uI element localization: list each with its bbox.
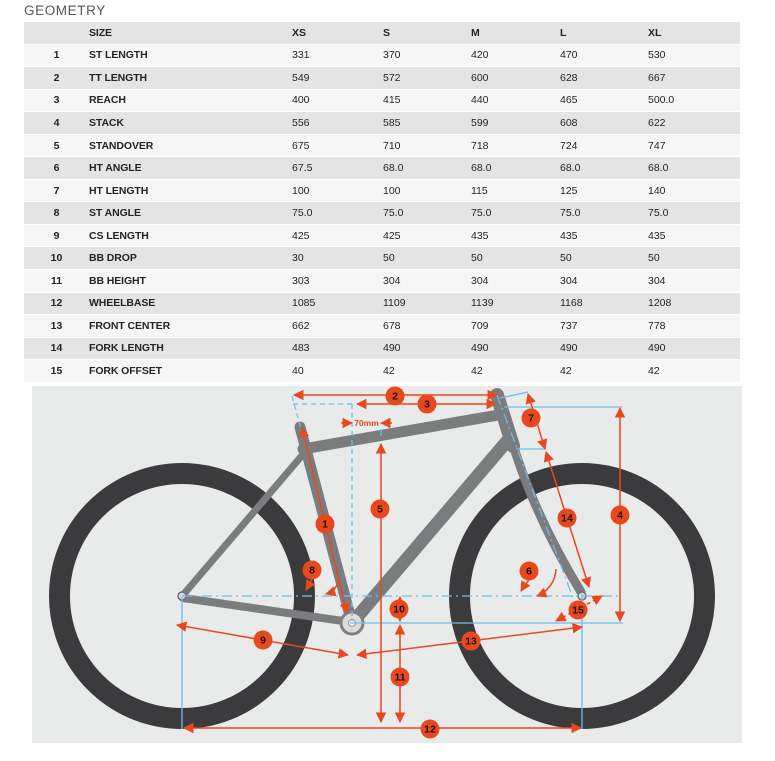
row-value: 40 [292, 364, 304, 377]
row-label: FORK OFFSET [89, 364, 162, 377]
row-value: 68.0 [560, 162, 581, 175]
row-number: 3 [53, 94, 60, 107]
svg-text:13: 13 [465, 635, 477, 648]
row-label: STANDOVER [89, 139, 154, 152]
row-number: 5 [53, 139, 60, 152]
row-value: 68.0 [383, 162, 404, 175]
row-value: 67.5 [292, 162, 313, 175]
row-label: BB HEIGHT [89, 274, 146, 287]
row-value: 628 [560, 71, 578, 84]
row-value: 42 [648, 364, 660, 377]
row-value: 304 [471, 274, 489, 287]
row-number: 13 [50, 319, 63, 332]
row-value: 68.0 [648, 162, 669, 175]
page-title: GEOMETRY [24, 3, 106, 18]
row-value: 42 [383, 364, 395, 377]
row-value: 530 [648, 49, 666, 62]
row-value: 608 [560, 116, 578, 129]
callout-5 [371, 500, 390, 519]
row-value: 778 [648, 319, 666, 332]
table-row [24, 90, 740, 113]
row-value: 675 [292, 139, 310, 152]
row-value: 490 [560, 342, 578, 355]
row-number: 4 [53, 116, 60, 129]
row-label: FORK LENGTH [89, 342, 164, 355]
row-value: 1208 [648, 297, 672, 310]
table-row [24, 135, 740, 158]
row-value: 50 [471, 252, 483, 265]
row-value: 490 [648, 342, 666, 355]
row-number: 11 [50, 274, 63, 287]
callout-4 [611, 506, 630, 525]
svg-text:4: 4 [617, 509, 623, 522]
table-row [24, 360, 740, 383]
svg-text:12: 12 [424, 723, 436, 736]
callout-12 [421, 720, 440, 739]
table-row [24, 157, 740, 180]
row-value: 50 [383, 252, 395, 265]
callout-7 [522, 409, 541, 428]
callout-13 [462, 632, 481, 651]
row-value: 425 [292, 229, 310, 242]
svg-text:15: 15 [572, 604, 584, 617]
callout-10 [390, 600, 409, 619]
table-row [24, 180, 740, 203]
table-row [24, 202, 740, 225]
row-value: 75.0 [648, 207, 669, 220]
table-row [24, 225, 740, 248]
row-value: 1085 [292, 297, 316, 310]
row-number: 2 [53, 71, 60, 84]
row-number: 10 [50, 252, 63, 265]
row-value: 304 [648, 274, 666, 287]
row-number: 1 [53, 49, 60, 62]
row-value: 115 [471, 184, 488, 197]
row-value: 370 [383, 49, 401, 62]
row-value: 75.0 [292, 207, 313, 220]
row-value: 709 [471, 319, 489, 332]
row-value: 331 [292, 49, 310, 62]
svg-text:7: 7 [528, 412, 534, 425]
table-row [24, 247, 740, 270]
row-value: 747 [648, 139, 666, 152]
row-value: 50 [648, 252, 660, 265]
row-value: 737 [560, 319, 578, 332]
row-number: 14 [50, 342, 63, 355]
svg-text:14: 14 [561, 512, 573, 525]
row-label: CS LENGTH [89, 229, 149, 242]
row-value: 420 [471, 49, 489, 62]
row-label: TT LENGTH [89, 71, 148, 84]
row-label: FRONT CENTER [89, 319, 171, 332]
row-value: 30 [292, 252, 304, 265]
row-label: WHEELBASE [89, 297, 156, 310]
table-row [24, 315, 740, 338]
row-value: 678 [383, 319, 401, 332]
row-value: 600 [471, 71, 489, 84]
row-value: 440 [471, 94, 489, 107]
row-value: 415 [383, 94, 401, 107]
row-value: 125 [560, 184, 578, 197]
svg-text:5: 5 [377, 503, 383, 516]
ht-angle-arc [537, 569, 556, 596]
callout-2 [386, 387, 405, 406]
geometry-table-body [24, 45, 740, 383]
row-value: 75.0 [560, 207, 581, 220]
row-value: 1168 [560, 297, 583, 310]
callout-1 [316, 515, 335, 534]
chain-stay [183, 598, 350, 622]
svg-text:8: 8 [309, 564, 315, 577]
row-number: 7 [53, 184, 60, 197]
callout-15 [569, 601, 588, 620]
header-xl: XL [648, 26, 662, 39]
row-value: 662 [292, 319, 310, 332]
row-value: 68.0 [471, 162, 492, 175]
row-value: 100 [292, 184, 310, 197]
row-label: HT ANGLE [89, 162, 142, 175]
row-value: 724 [560, 139, 578, 152]
row-value: 304 [560, 274, 578, 287]
row-value: 50 [560, 252, 572, 265]
table-row [24, 67, 740, 90]
svg-text:1: 1 [322, 518, 328, 531]
row-value: 556 [292, 116, 310, 129]
table-row [24, 112, 740, 135]
row-label: REACH [89, 94, 126, 107]
row-value: 622 [648, 116, 666, 129]
row-number: 9 [53, 229, 60, 242]
row-label: ST LENGTH [89, 49, 148, 62]
row-value: 435 [648, 229, 666, 242]
callout-3 [418, 395, 437, 414]
row-value: 1109 [383, 297, 406, 310]
row-value: 42 [471, 364, 483, 377]
svg-text:9: 9 [260, 634, 266, 647]
row-label: BB DROP [89, 252, 137, 265]
row-value: 710 [383, 139, 401, 152]
annotation-70mm: 70mm [354, 418, 379, 428]
row-value: 140 [648, 184, 666, 197]
header-m: M [471, 26, 480, 39]
table-row [24, 45, 740, 68]
row-value: 490 [471, 342, 489, 355]
header-s: S [383, 26, 391, 39]
row-value: 75.0 [471, 207, 492, 220]
diagram-svg [32, 386, 742, 743]
row-number: 6 [53, 162, 60, 175]
row-value: 303 [292, 274, 310, 287]
header-l: L [560, 26, 567, 39]
row-value: 100 [383, 184, 401, 197]
row-label: HT LENGTH [89, 184, 149, 197]
row-value: 483 [292, 342, 310, 355]
row-value: 490 [383, 342, 401, 355]
row-value: 549 [292, 71, 310, 84]
svg-text:10: 10 [393, 603, 405, 616]
row-value: 599 [471, 116, 489, 129]
row-value: 500.0 [648, 94, 675, 107]
row-value: 470 [560, 49, 578, 62]
row-number: 8 [53, 207, 60, 220]
geometry-table [24, 22, 740, 383]
ht-angle-leader [521, 580, 529, 591]
callout-11 [391, 668, 410, 687]
header-xs: XS [292, 26, 307, 39]
row-label: STACK [89, 116, 124, 129]
row-value: 718 [471, 139, 489, 152]
callout-9 [254, 631, 273, 650]
svg-text:3: 3 [424, 398, 430, 411]
svg-text:2: 2 [392, 390, 398, 403]
row-value: 400 [292, 94, 310, 107]
row-number: 12 [50, 297, 63, 310]
row-value: 585 [383, 116, 401, 129]
row-value: 572 [383, 71, 401, 84]
row-value: 304 [383, 274, 401, 287]
svg-text:11: 11 [394, 671, 406, 684]
bike-geometry-diagram [32, 386, 742, 743]
row-number: 15 [50, 364, 63, 377]
row-value: 42 [560, 364, 572, 377]
row-value: 1139 [471, 297, 494, 310]
row-label: ST ANGLE [89, 207, 141, 220]
table-row [24, 293, 740, 316]
table-header-row [24, 22, 740, 45]
table-row [24, 338, 740, 361]
svg-text:6: 6 [526, 565, 532, 578]
row-value: 667 [648, 71, 666, 84]
callout-14 [558, 509, 577, 528]
callout-8 [303, 561, 322, 580]
top-tube [303, 414, 504, 449]
callout-6 [520, 562, 539, 581]
row-value: 435 [560, 229, 578, 242]
row-value: 465 [560, 94, 578, 107]
row-value: 435 [471, 229, 489, 242]
header-size: SIZE [89, 26, 112, 39]
row-value: 425 [383, 229, 401, 242]
row-value: 75.0 [383, 207, 404, 220]
table-row [24, 270, 740, 293]
